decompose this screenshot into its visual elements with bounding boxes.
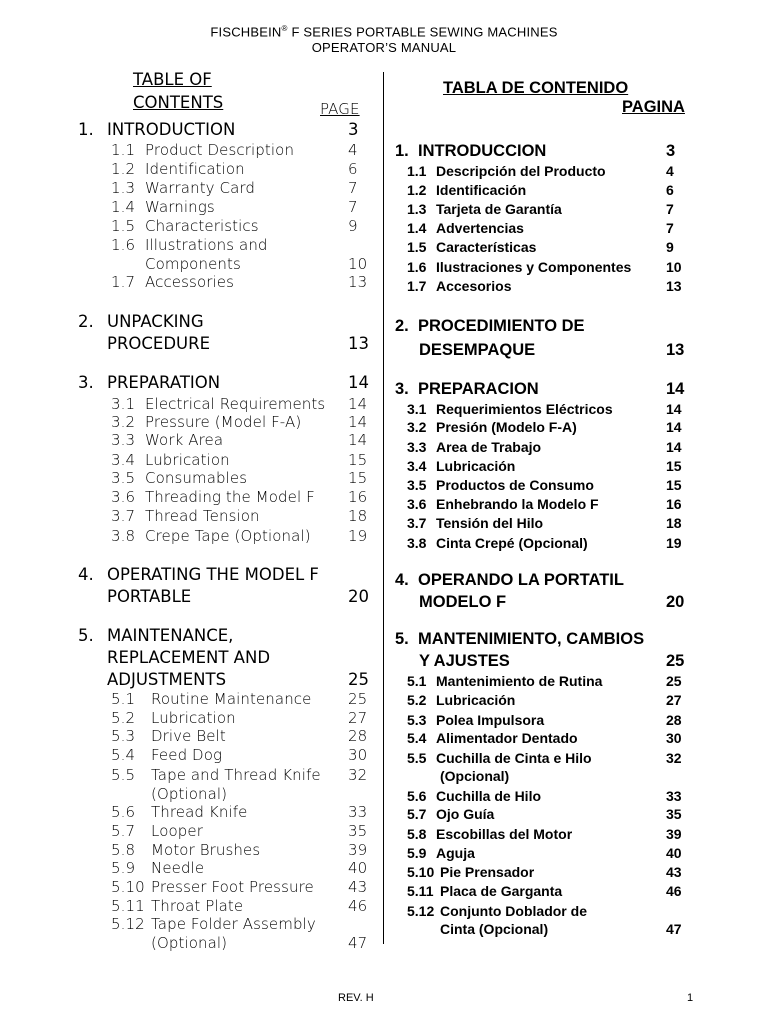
column-divider xyxy=(383,72,384,944)
es-toc-entry: Requerimientos Eléctricos xyxy=(436,401,613,417)
en-toc-title-line1: TABLE OF xyxy=(133,70,212,89)
en-toc-entry: Thread Knife xyxy=(151,803,248,821)
es-toc-page: 33 xyxy=(666,788,682,804)
en-toc-page: 25 xyxy=(348,670,369,689)
es-toc-number: 5.1 xyxy=(407,673,427,689)
en-toc-number: 5.2 xyxy=(111,709,136,727)
en-toc-number: 3.2 xyxy=(111,413,136,431)
en-toc-page: 16 xyxy=(348,488,368,506)
en-toc-entry: Warnings xyxy=(145,198,215,216)
en-toc-entry: Consumables xyxy=(145,469,248,487)
en-toc-page: 32 xyxy=(348,766,368,784)
en-toc-page: 35 xyxy=(348,822,368,840)
brand-name: FISCHBEIN xyxy=(210,24,282,40)
es-toc-entry: Características xyxy=(436,239,537,255)
en-toc-number: 1.2 xyxy=(111,160,136,178)
en-toc-entry: Characteristics xyxy=(145,217,259,235)
en-toc-number: 1.6 xyxy=(111,236,136,254)
es-toc-entry: Cuchilla de Cinta e Hilo xyxy=(436,750,592,766)
page-number: 1 xyxy=(687,992,694,1004)
es-toc-entry: Pie Prensador xyxy=(440,864,535,880)
es-toc-page: 25 xyxy=(666,673,682,689)
es-toc-number: 3.4 xyxy=(407,458,427,474)
es-page-column-label: PAGINA xyxy=(622,98,685,116)
es-toc-entry: Mantenimiento de Rutina xyxy=(436,673,603,689)
en-toc-title-line2: CONTENTS xyxy=(133,93,224,112)
es-toc-entry: Lubricación xyxy=(436,692,516,708)
es-toc-entry: Polea Impulsora xyxy=(436,712,545,728)
es-toc-number: 3.7 xyxy=(407,515,427,531)
es-toc-page: 32 xyxy=(666,750,682,766)
es-toc-entry: Cuchilla de Hilo xyxy=(436,788,542,804)
en-toc-page: 6 xyxy=(348,160,358,178)
manual-subtitle: OPERATOR’S MANUAL xyxy=(311,40,457,55)
es-toc-entry: OPERANDO LA PORTATIL xyxy=(418,571,624,589)
es-toc-number: 1.2 xyxy=(407,182,427,198)
es-toc-number: 4. xyxy=(395,571,409,589)
es-toc-entry: Cinta (Opcional) xyxy=(440,921,549,937)
en-toc-number: 5.8 xyxy=(111,841,136,859)
es-toc-page: 39 xyxy=(666,826,682,842)
es-toc-number: 3.8 xyxy=(407,535,427,551)
es-toc-entry: Enhebrando la Modelo F xyxy=(436,496,599,512)
en-toc-entry: REPLACEMENT AND xyxy=(107,648,271,667)
en-toc-entry: PREPARATION xyxy=(107,373,221,392)
en-toc-page: 20 xyxy=(348,587,369,606)
en-toc-entry: Needle xyxy=(151,859,205,877)
en-toc-page: 7 xyxy=(348,179,358,197)
en-toc-page: 18 xyxy=(348,507,368,525)
en-toc-number: 3.5 xyxy=(111,469,136,487)
en-toc-page: 28 xyxy=(348,727,368,745)
en-toc-number: 3.1 xyxy=(111,395,136,413)
en-toc-number: 4. xyxy=(78,565,94,584)
es-toc-page: 4 xyxy=(666,163,674,179)
es-toc-entry: Lubricación xyxy=(436,458,516,474)
en-toc-entry: Tape and Thread Knife xyxy=(151,766,321,784)
es-toc-entry: Advertencias xyxy=(436,220,524,236)
es-toc-number: 1.1 xyxy=(407,163,427,179)
es-toc-number: 2. xyxy=(395,317,409,335)
en-toc-entry: Warranty Card xyxy=(145,179,256,197)
es-toc-number: 5.4 xyxy=(407,730,427,746)
en-toc-number: 3. xyxy=(78,373,94,392)
en-toc-number: 1. xyxy=(78,120,94,139)
es-toc-number: 3.1 xyxy=(407,401,427,417)
en-toc-entry: (Optional) xyxy=(151,934,228,952)
title-rest: F SERIES PORTABLE SEWING MACHINES xyxy=(287,24,558,40)
en-toc-number: 1.3 xyxy=(111,179,136,197)
es-toc-number: 5.5 xyxy=(407,750,427,766)
en-toc-entry: PORTABLE xyxy=(107,587,192,606)
es-toc-number: 3.6 xyxy=(407,496,427,512)
es-toc-entry: Escobillas del Motor xyxy=(436,826,573,842)
en-toc-entry: Lubrication xyxy=(145,451,230,469)
es-toc-page: 13 xyxy=(666,278,682,294)
en-toc-number: 2. xyxy=(78,312,94,331)
en-toc-entry: Components xyxy=(145,255,241,273)
es-toc-page: 15 xyxy=(666,477,682,493)
es-toc-page: 19 xyxy=(666,535,682,551)
es-toc-number: 1.6 xyxy=(407,259,427,275)
es-toc-page: 14 xyxy=(666,439,682,455)
es-toc-entry: Alimentador Dentado xyxy=(436,730,578,746)
es-toc-number: 5.2 xyxy=(407,692,427,708)
es-toc-entry: Identificación xyxy=(436,182,527,198)
es-toc-entry: INTRODUCCION xyxy=(418,142,547,160)
en-toc-entry: Threading the Model F xyxy=(145,488,315,506)
es-toc-entry: Tarjeta de Garantía xyxy=(436,201,562,217)
es-toc-page: 14 xyxy=(666,401,682,417)
en-toc-page: 25 xyxy=(348,690,368,708)
en-toc-number: 5.9 xyxy=(111,859,136,877)
en-toc-number: 1.7 xyxy=(111,273,136,291)
en-toc-entry: Tape Folder Assembly xyxy=(151,915,316,933)
en-toc-entry: Identification xyxy=(145,160,245,178)
es-toc-page: 15 xyxy=(666,458,682,474)
en-toc-page: 14 xyxy=(348,373,369,392)
es-toc-entry: Descripción del Producto xyxy=(436,163,606,179)
en-toc-entry: Pressure (Model F-A) xyxy=(145,413,302,431)
en-toc-entry: ADJUSTMENTS xyxy=(107,670,227,689)
en-toc-page: 13 xyxy=(348,273,368,291)
en-toc-number: 1.1 xyxy=(111,141,136,159)
es-toc-page: 30 xyxy=(666,730,682,746)
en-toc-entry: Feed Dog xyxy=(151,746,223,764)
es-toc-entry: PROCEDIMIENTO DE xyxy=(418,317,585,335)
es-toc-number: 1.7 xyxy=(407,278,427,294)
es-toc-page: 7 xyxy=(666,220,674,236)
es-toc-number: 5.11 xyxy=(407,883,434,899)
es-toc-entry: Area de Trabajo xyxy=(436,439,542,455)
es-toc-number: 1.5 xyxy=(407,239,427,255)
en-toc-number: 1.4 xyxy=(111,198,136,216)
es-toc-number: 3.3 xyxy=(407,439,427,455)
es-toc-page: 43 xyxy=(666,864,682,880)
en-toc-page: 40 xyxy=(348,859,368,877)
en-toc-number: 5.4 xyxy=(111,746,136,764)
en-toc-page: 4 xyxy=(348,141,358,159)
es-toc-page: 18 xyxy=(666,515,682,531)
en-toc-page: 14 xyxy=(348,413,368,431)
en-toc-entry: Electrical Requirements xyxy=(145,395,326,413)
es-toc-entry: Conjunto Doblador de xyxy=(440,903,587,919)
es-toc-number: 1.3 xyxy=(407,201,427,217)
es-toc-entry: Y AJUSTES xyxy=(419,652,510,670)
en-toc-entry: (Optional) xyxy=(151,785,228,803)
en-toc-number: 5.12 xyxy=(111,915,145,933)
en-toc-number: 5.1 xyxy=(111,690,136,708)
en-toc-number: 5.5 xyxy=(111,766,136,784)
es-toc-page: 10 xyxy=(666,259,682,275)
en-toc-page: 30 xyxy=(348,746,368,764)
en-toc-number: 3.3 xyxy=(111,431,136,449)
es-toc-number: 3.2 xyxy=(407,419,427,435)
en-toc-number: 3.6 xyxy=(111,488,136,506)
es-toc-entry: Cinta Crepé (Opcional) xyxy=(436,535,588,551)
es-toc-entry: Ilustraciones y Componentes xyxy=(436,259,632,275)
es-toc-number: 5.7 xyxy=(407,806,427,822)
es-toc-page: 35 xyxy=(666,806,682,822)
es-toc-entry: PREPARACION xyxy=(418,380,539,398)
en-toc-number: 5.3 xyxy=(111,727,136,745)
en-toc-page: 7 xyxy=(348,198,358,216)
en-toc-entry: INTRODUCTION xyxy=(107,120,236,139)
en-toc-entry: Motor Brushes xyxy=(151,841,261,859)
es-toc-number: 5.9 xyxy=(407,845,427,861)
es-toc-page: 14 xyxy=(666,419,682,435)
es-toc-page: 14 xyxy=(666,380,685,398)
es-toc-entry: Ojo Guía xyxy=(436,806,495,822)
es-toc-number: 5.3 xyxy=(407,712,427,728)
en-toc-number: 3.4 xyxy=(111,451,136,469)
en-toc-entry: MAINTENANCE, xyxy=(107,626,234,645)
en-toc-page: 19 xyxy=(348,527,368,545)
es-toc-number: 5.6 xyxy=(407,788,427,804)
en-toc-number: 1.5 xyxy=(111,217,136,235)
es-toc-number: 5.12 xyxy=(407,903,435,919)
en-toc-entry: Accessories xyxy=(145,273,235,291)
en-toc-entry: PROCEDURE xyxy=(107,334,211,353)
en-toc-page: 46 xyxy=(348,897,368,915)
en-toc-number: 5.10 xyxy=(111,878,145,896)
es-toc-number: 5.8 xyxy=(407,826,427,842)
es-toc-entry: Presión (Modelo F-A) xyxy=(436,419,577,435)
es-toc-entry: Tensión del Hilo xyxy=(436,515,544,531)
en-toc-page: 39 xyxy=(348,841,368,859)
en-toc-entry: Product Description xyxy=(145,141,295,159)
en-toc-entry: UNPACKING xyxy=(107,312,204,331)
en-toc-page: 15 xyxy=(348,469,368,487)
en-toc-entry: Crepe Tape (Optional) xyxy=(145,527,311,545)
es-toc-entry: (Opcional) xyxy=(440,768,510,784)
es-toc-page: 16 xyxy=(666,496,682,512)
es-toc-entry: Accesorios xyxy=(436,278,512,294)
es-toc-page: 9 xyxy=(666,239,674,255)
en-toc-page: 27 xyxy=(348,709,368,727)
en-toc-entry: Routine Maintenance xyxy=(151,690,312,708)
registered-mark: ® xyxy=(281,24,288,33)
es-toc-page: 25 xyxy=(666,652,685,670)
en-toc-entry: Drive Belt xyxy=(151,727,226,745)
es-toc-entry: Placa de Garganta xyxy=(440,883,563,899)
es-toc-page: 6 xyxy=(666,182,674,198)
es-toc-number: 3. xyxy=(395,380,409,398)
es-toc-page: 40 xyxy=(666,845,682,861)
es-toc-entry: Aguja xyxy=(436,845,475,861)
en-toc-number: 3.8 xyxy=(111,527,136,545)
es-toc-page: 46 xyxy=(666,883,682,899)
en-toc-entry: OPERATING THE MODEL F xyxy=(107,565,319,584)
es-toc-page: 28 xyxy=(666,712,682,728)
en-toc-number: 3.7 xyxy=(111,507,136,525)
es-toc-title-line1: TABLA DE CONTENIDO xyxy=(443,79,629,97)
en-toc-page: 43 xyxy=(348,878,368,896)
es-toc-number: 1.4 xyxy=(407,220,427,236)
es-toc-entry: DESEMPAQUE xyxy=(419,341,536,359)
en-toc-page: 47 xyxy=(348,934,368,952)
en-toc-number: 5. xyxy=(78,626,94,645)
es-toc-number: 5.10 xyxy=(407,864,435,880)
es-toc-number: 5. xyxy=(395,630,409,648)
en-toc-entry: Throat Plate xyxy=(151,897,244,915)
en-toc-number: 5.6 xyxy=(111,803,136,821)
en-toc-number: 5.11 xyxy=(111,897,145,915)
es-toc-page: 3 xyxy=(666,142,676,160)
en-toc-page: 14 xyxy=(348,431,368,449)
en-toc-page: 14 xyxy=(348,395,368,413)
es-toc-entry: MODELO F xyxy=(419,593,507,611)
en-toc-page: 15 xyxy=(348,451,368,469)
es-toc-page: 7 xyxy=(666,201,674,217)
en-toc-entry: Work Area xyxy=(145,431,224,449)
en-toc-entry: Lubrication xyxy=(151,709,236,727)
es-toc-number: 3.5 xyxy=(407,477,427,493)
es-toc-page: 13 xyxy=(666,341,685,359)
es-toc-entry: MANTENIMIENTO, CAMBIOS xyxy=(418,630,645,648)
en-toc-number: 5.7 xyxy=(111,822,136,840)
en-toc-page: 3 xyxy=(348,120,359,139)
en-toc-entry: Thread Tension xyxy=(145,507,260,525)
en-toc-page: 13 xyxy=(348,334,369,353)
es-toc-page: 20 xyxy=(666,593,685,611)
en-toc-entry: Looper xyxy=(151,822,203,840)
manual-title xyxy=(0,24,768,39)
es-toc-number: 1. xyxy=(395,142,409,160)
en-toc-entry: Illustrations and xyxy=(145,236,268,254)
en-toc-page: 9 xyxy=(348,217,358,235)
en-toc-entry: Presser Foot Pressure xyxy=(151,878,314,896)
es-toc-entry: Productos de Consumo xyxy=(436,477,594,493)
en-toc-page: 33 xyxy=(348,803,368,821)
en-page-column-label: PAGE xyxy=(320,100,360,118)
en-toc-page: 10 xyxy=(348,255,368,273)
es-toc-page: 27 xyxy=(666,692,682,708)
es-toc-page: 47 xyxy=(666,921,682,937)
revision-label: REV. H xyxy=(338,992,374,1004)
